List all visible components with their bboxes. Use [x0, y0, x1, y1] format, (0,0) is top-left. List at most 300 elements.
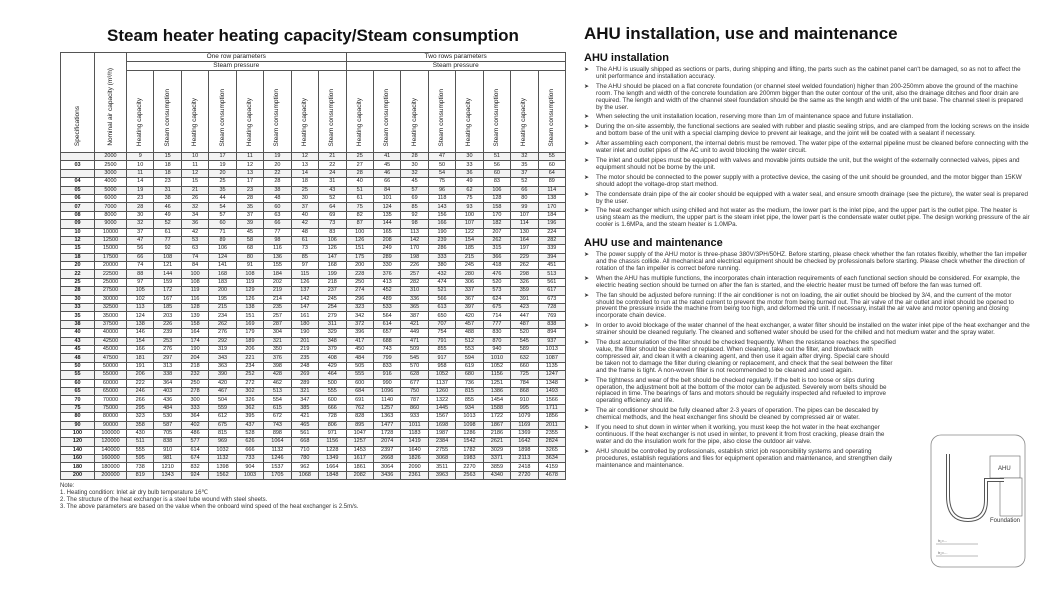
table-cell: 97 — [291, 262, 318, 270]
maintenance-heading: AHU use and maintenance — [584, 237, 723, 250]
table-cell: 114 — [511, 220, 538, 228]
table-cell: 924 — [181, 471, 208, 479]
table-cell: 97 — [127, 278, 154, 286]
table-cell: 297 — [154, 354, 181, 362]
list-item: ➤ During the on-site assembly, the functional sections are sealed with rubber and plastic sealing strips, and are clamped from the locking screws on the inside and bottom base of the unit with a special clamping device to prevent air leakage, and the joint will be coated with a sealant if necessary. — [584, 124, 1030, 138]
table-cell: 185 — [154, 304, 181, 312]
table-cell: 166 — [127, 345, 154, 353]
table-cell: 838 — [538, 320, 565, 328]
table-row — [61, 262, 566, 270]
table-cell: 1856 — [538, 413, 565, 421]
table-cell: 282 — [401, 278, 428, 286]
table-cell: 484 — [346, 354, 373, 362]
table-cell: 398 — [264, 362, 291, 370]
table-cell: 189 — [236, 337, 263, 345]
note-item: 3. The above parameters are based on the value when the onboard wind speed of the heat exchanger is 2.5m/s. — [60, 504, 359, 511]
table-cell: 1363 — [373, 413, 400, 421]
table-cell: 20 — [264, 161, 291, 169]
cell-air-capacity: 75000 — [95, 404, 127, 412]
table-cell: 159 — [154, 278, 181, 286]
table-cell: 124 — [209, 253, 236, 261]
table-cell: 257 — [264, 312, 291, 320]
table-cell: 144 — [373, 220, 400, 228]
table-cell: 195 — [209, 295, 236, 303]
table-cell: 151 — [236, 312, 263, 320]
table-cell: 119 — [236, 278, 263, 286]
table-cell: 235 — [291, 354, 318, 362]
table-cell: 3064 — [373, 463, 400, 471]
table-cell: 2755 — [428, 446, 455, 454]
table-cell: 628 — [401, 371, 428, 379]
table-cell: 2563 — [456, 471, 483, 479]
table-cell: 56 — [483, 161, 510, 169]
table-cell: 44 — [209, 194, 236, 202]
table-cell: 4678 — [538, 471, 565, 479]
table-cell: 69 — [319, 211, 346, 219]
table-cell: 754 — [428, 329, 455, 337]
table-cell: 279 — [319, 312, 346, 320]
table-cell: 366 — [483, 253, 510, 261]
table-cell: 600 — [319, 396, 346, 404]
table-cell: 42 — [291, 220, 318, 228]
table-cell: 1898 — [511, 446, 538, 454]
table-cell: 118 — [428, 194, 455, 202]
table-cell: 917 — [428, 354, 455, 362]
table-cell: 1861 — [346, 463, 373, 471]
table-cell: 234 — [209, 312, 236, 320]
table-cell: 239 — [154, 329, 181, 337]
table-cell: 42 — [181, 228, 208, 236]
table-cell: 577 — [181, 438, 208, 446]
table-cell: 310 — [401, 287, 428, 295]
cell-spec: 20 — [61, 262, 95, 270]
cell-spec: 28 — [61, 287, 95, 295]
table-cell: 14 — [127, 178, 154, 186]
table-cell: 108 — [154, 253, 181, 261]
table-cell: 286 — [428, 245, 455, 253]
table-row — [61, 379, 566, 387]
table-cell: 298 — [511, 270, 538, 278]
table-cell: 68 — [236, 245, 263, 253]
table-cell: 1711 — [538, 404, 565, 412]
table-cell: 513 — [538, 270, 565, 278]
table-cell: 304 — [264, 329, 291, 337]
table-cell: 83 — [319, 228, 346, 236]
header-steam-pressure: Steam pressure — [346, 62, 566, 71]
table-cell: 533 — [373, 304, 400, 312]
table-cell: 1640 — [401, 446, 428, 454]
table-cell: 323 — [127, 413, 154, 421]
table-cell: 743 — [264, 421, 291, 429]
table-cell: 1156 — [319, 438, 346, 446]
table-row — [61, 354, 566, 362]
table-cell: 733 — [236, 455, 263, 463]
cell-air-capacity: 37500 — [95, 320, 127, 328]
table-cell: 1537 — [264, 463, 291, 471]
cell-air-capacity: 120000 — [95, 438, 127, 446]
cell-spec: 08 — [61, 211, 95, 219]
table-cell: 559 — [209, 404, 236, 412]
table-cell: 66 — [127, 253, 154, 261]
table-cell: 63 — [181, 245, 208, 253]
table-cell: 1247 — [538, 371, 565, 379]
table-cell: 278 — [181, 387, 208, 395]
table-cell: 1096 — [373, 387, 400, 395]
table-cell: 1257 — [373, 404, 400, 412]
table-cell: 600 — [346, 379, 373, 387]
cell-spec: 55 — [61, 371, 95, 379]
table-cell: 54 — [209, 203, 236, 211]
list-item: ➤ The air conditioner should be fully cleaned after 2-3 years of operation. The pipes can be descaled by chemical methods, and the heat exchanger fins should be cleaned by compressed air or water. — [584, 408, 896, 422]
table-cell: 777 — [483, 320, 510, 328]
table-cell: 30 — [291, 194, 318, 202]
table-cell: 451 — [538, 262, 565, 270]
table-cell: 4159 — [538, 463, 565, 471]
installation-heading: AHU installation — [584, 52, 669, 64]
table-cell: 530 — [154, 413, 181, 421]
header-heating-capacity: Heating capacity — [401, 71, 428, 153]
table-cell: 196 — [538, 220, 565, 228]
cell-spec: 140 — [61, 446, 95, 454]
cell-spec: 50 — [61, 362, 95, 370]
table-cell: 49 — [154, 211, 181, 219]
table-row — [61, 287, 566, 295]
cell-spec: 12 — [61, 236, 95, 244]
table-cell: 612 — [209, 413, 236, 421]
cell-air-capacity: 10000 — [95, 228, 127, 236]
table-cell: 333 — [428, 253, 455, 261]
table-cell: 250 — [181, 379, 208, 387]
table-cell: 198 — [401, 253, 428, 261]
table-cell: 615 — [264, 404, 291, 412]
table-cell: 1826 — [401, 455, 428, 463]
list-item: ➤ In order to avoid blockage of the water channel of the heat exchanger, a water filter should be installed on the water inlet pipe of the heat exchanger and the strainer should be cleaned regularly. The cleaned and softened water should be used for the chilled and hot medium water and the spray water. — [584, 323, 1030, 337]
table-cell: 1052 — [428, 371, 455, 379]
cell-air-capacity: 30000 — [95, 295, 127, 303]
list-item: ➤ The power supply of the AHU motor is three-phase 380V/3PH/50HZ. Before starting, please check whether the fan rotates flexibly, whether the fan impeller and the chassis collide. All mechanical and electrical equipment should be checked by professionals before starting. Please check whether the direction of rotation of the fan impeller is correct before running. — [584, 252, 1030, 273]
table-cell: 88 — [127, 270, 154, 278]
cell-spec: 03 — [61, 161, 95, 169]
table-cell: 1386 — [483, 387, 510, 395]
cell-spec: 90 — [61, 421, 95, 429]
table-cell: 190 — [291, 329, 318, 337]
table-cell: 408 — [319, 354, 346, 362]
header-heating-capacity: Heating capacity — [456, 71, 483, 153]
table-cell: 626 — [236, 438, 263, 446]
table-cell: 4340 — [483, 471, 510, 479]
table-cell: 365 — [401, 304, 428, 312]
table-cell: 2113 — [511, 455, 538, 463]
table-cell: 1588 — [483, 404, 510, 412]
table-cell: 450 — [346, 345, 373, 353]
table-cell: 806 — [319, 421, 346, 429]
table-cell: 657 — [373, 329, 400, 337]
table-cell: 595 — [127, 455, 154, 463]
table-cell: 1566 — [538, 396, 565, 404]
table-cell: 101 — [373, 194, 400, 202]
table-row — [61, 362, 566, 370]
table-cell: 23 — [154, 178, 181, 186]
table-cell: 363 — [209, 362, 236, 370]
table-cell: 30 — [401, 161, 428, 169]
table-cell: 219 — [291, 345, 318, 353]
list-item: ➤ The AHU is usually shipped as sections or parts, during shipping and lifting, the parts such as the cabinet panel can't be damaged, so as not to affect the unit performance and installation accuracy. — [584, 67, 1030, 81]
table-cell: 1477 — [373, 421, 400, 429]
table-cell: 2082 — [346, 471, 373, 479]
header-heating-capacity: Heating capacity — [511, 71, 538, 153]
table-cell: 395 — [236, 413, 263, 421]
list-item: ➤ The inlet and outlet pipes must be equipped with valves and movable joints outside the unit, but the weight of the externally connected valves, pipes and equipment should not be borne by the unit. — [584, 158, 1030, 172]
table-cell: 166 — [428, 220, 455, 228]
table-cell: 66 — [511, 186, 538, 194]
cell-air-capacity: 17500 — [95, 253, 127, 261]
table-cell: 1664 — [319, 463, 346, 471]
table-cell: 1867 — [483, 421, 510, 429]
cell-spec — [61, 169, 95, 177]
table-cell: 684 — [346, 387, 373, 395]
cell-spec: 180 — [61, 463, 95, 471]
table-cell: 115 — [291, 270, 318, 278]
table-cell: 28 — [401, 153, 428, 161]
cell-spec: 70 — [61, 396, 95, 404]
list-item: ➤ After assembling each component, the internal debris must be removed. The water pipe of the external pipeline must be cleaned before connecting with the water inlet and outlet pipes of the AC unit to avoid blocking the water circuit. — [584, 141, 1030, 155]
table-cell: 33 — [456, 161, 483, 169]
table-cell: 98 — [264, 236, 291, 244]
table-cell: 489 — [373, 295, 400, 303]
table-cell: 1132 — [264, 446, 291, 454]
table-cell: 92 — [154, 245, 181, 253]
table-cell: 155 — [264, 262, 291, 270]
table-cell: 833 — [373, 362, 400, 370]
note-item: 2. The structure of the heat exchanger is a steel tube wound with steel sheets. — [60, 497, 268, 504]
table-cell: 28 — [346, 169, 373, 177]
table-cell: 632 — [511, 354, 538, 362]
table-cell: 660 — [511, 362, 538, 370]
table-cell: 47 — [428, 153, 455, 161]
table-cell: 99 — [511, 203, 538, 211]
table-cell: 1705 — [264, 471, 291, 479]
cell-air-capacity: 100000 — [95, 429, 127, 437]
table-cell: 245 — [319, 295, 346, 303]
table-cell: 154 — [127, 337, 154, 345]
cell-air-capacity: 40000 — [95, 329, 127, 337]
cell-air-capacity: 8000 — [95, 211, 127, 219]
table-cell: 200 — [346, 262, 373, 270]
section-title: AHU installation, use and maintenance — [584, 24, 898, 43]
cell-air-capacity: 90000 — [95, 421, 127, 429]
table-cell: 464 — [319, 371, 346, 379]
table-cell: 113 — [401, 228, 428, 236]
table-cell: 54 — [428, 169, 455, 177]
table-cell: 1011 — [401, 421, 428, 429]
table-cell: 248 — [291, 362, 318, 370]
list-item: ➤ The dust accumulation of the filter should be checked frequently. When the resistance reaches the specified value, the filter should be cleaned or replaced. When cleaning, take out the filter, and blowback with compressed air, and clean it with a cleaning agent, and then use it again after drying. Special care should be taken not to damage the filter during cleaning or replacement, and check that the seal between the filter and the frame is tight. A non-woven filter is not recommended to be cleaned and used again. — [584, 340, 896, 375]
cell-air-capacity: 22500 — [95, 270, 127, 278]
table-cell: 116 — [181, 295, 208, 303]
table-row — [61, 169, 566, 177]
table-cell: 222 — [127, 379, 154, 387]
table-cell: 504 — [209, 396, 236, 404]
table-row — [61, 270, 566, 278]
table-cell: 53 — [181, 236, 208, 244]
table-cell: 276 — [209, 329, 236, 337]
cell-spec: 80 — [61, 413, 95, 421]
cell-spec: 43 — [61, 337, 95, 345]
table-cell: 1369 — [511, 429, 538, 437]
table-cell: 300 — [181, 396, 208, 404]
table-cell: 380 — [428, 262, 455, 270]
cell-spec: 22 — [61, 270, 95, 278]
table-cell: 348 — [319, 337, 346, 345]
table-cell: 19 — [127, 186, 154, 194]
table-cell: 214 — [264, 295, 291, 303]
table-cell: 3634 — [538, 455, 565, 463]
table-cell: 3963 — [428, 471, 455, 479]
table-row — [61, 396, 566, 404]
table-cell: 289 — [291, 379, 318, 387]
table-cell: 367 — [456, 295, 483, 303]
table-cell: 27 — [346, 161, 373, 169]
table-cell: 108 — [236, 270, 263, 278]
table-cell: 80 — [236, 253, 263, 261]
table-row — [61, 413, 566, 421]
table-row — [61, 446, 566, 454]
table-cell: 736 — [456, 379, 483, 387]
table-cell: 855 — [456, 396, 483, 404]
table-cell: 420 — [209, 379, 236, 387]
table-cell: 420 — [456, 312, 483, 320]
table-cell: 564 — [373, 312, 400, 320]
cell-air-capacity: 3000 — [95, 169, 127, 177]
table-cell: 2074 — [373, 438, 400, 446]
table-row — [61, 387, 566, 395]
table-cell: 11 — [181, 161, 208, 169]
table-cell: 2361 — [401, 471, 428, 479]
cell-air-capacity: 4000 — [95, 178, 127, 186]
table-cell: 1251 — [483, 379, 510, 387]
table-cell: 1087 — [538, 354, 565, 362]
cell-air-capacity: 12500 — [95, 236, 127, 244]
table-cell: 22 — [319, 161, 346, 169]
table-cell: 436 — [154, 396, 181, 404]
table-cell: 121 — [154, 262, 181, 270]
table-cell: 93 — [456, 203, 483, 211]
table-cell: 359 — [511, 287, 538, 295]
table-row — [61, 295, 566, 303]
table-cell: 135 — [373, 211, 400, 219]
table-cell: 124 — [373, 203, 400, 211]
cell-air-capacity: 35000 — [95, 312, 127, 320]
table-cell: 791 — [428, 337, 455, 345]
table-cell: 100 — [456, 211, 483, 219]
table-cell: 23 — [236, 186, 263, 194]
table-cell: 815 — [456, 387, 483, 395]
header-heating-capacity: Heating capacity — [236, 71, 263, 153]
cell-spec: 100 — [61, 429, 95, 437]
table-cell: 154 — [456, 236, 483, 244]
table-cell: 190 — [428, 228, 455, 236]
table-cell: 385 — [291, 404, 318, 412]
table-cell: 1722 — [483, 413, 510, 421]
cell-air-capacity: 2000 — [95, 153, 127, 161]
table-cell: 465 — [291, 421, 318, 429]
table-row — [61, 245, 566, 253]
cell-air-capacity: 50000 — [95, 362, 127, 370]
cell-spec: 09 — [61, 220, 95, 228]
water-seal-diagram — [930, 434, 1026, 568]
table-cell: 566 — [428, 295, 455, 303]
table-cell: 73 — [319, 220, 346, 228]
table-cell: 1349 — [319, 455, 346, 463]
cell-spec: 04 — [61, 178, 95, 186]
table-cell: 272 — [236, 379, 263, 387]
table-cell: 40 — [346, 178, 373, 186]
table-row — [61, 320, 566, 328]
table-cell: 688 — [373, 337, 400, 345]
table-cell: 206 — [236, 345, 263, 353]
table-cell: 69 — [401, 194, 428, 202]
table-cell: 1343 — [154, 471, 181, 479]
h2-label: h₂=... — [938, 550, 948, 555]
table-cell: 164 — [511, 236, 538, 244]
table-row — [61, 371, 566, 379]
table-cell: 467 — [209, 387, 236, 395]
header-steam-consumption: Steam consumption — [538, 71, 565, 153]
cell-spec: 15 — [61, 245, 95, 253]
steam-heater-table — [60, 52, 566, 480]
table-cell: 321 — [264, 337, 291, 345]
table-cell: 58 — [236, 236, 263, 244]
table-cell: 868 — [511, 387, 538, 395]
table-cell: 971 — [319, 429, 346, 437]
table-cell: 183 — [209, 278, 236, 286]
table-cell: 206 — [127, 371, 154, 379]
table-cell: 190 — [181, 345, 208, 353]
table-cell: 139 — [181, 312, 208, 320]
table-cell: 208 — [373, 236, 400, 244]
cell-spec: 120 — [61, 438, 95, 446]
table-cell: 940 — [483, 345, 510, 353]
table-cell: 45 — [373, 161, 400, 169]
table-cell: 25 — [291, 186, 318, 194]
table-cell: 666 — [319, 404, 346, 412]
table-cell: 85 — [291, 253, 318, 261]
table-cell: 449 — [401, 329, 428, 337]
table-cell: 28 — [264, 178, 291, 186]
table-cell: 372 — [346, 320, 373, 328]
table-cell: 313 — [154, 362, 181, 370]
table-cell: 1782 — [456, 446, 483, 454]
table-cell: 904 — [236, 463, 263, 471]
table-row — [61, 471, 566, 479]
table-cell: 73 — [291, 245, 318, 253]
header-steam-pressure: Steam pressure — [127, 62, 347, 71]
table-cell: 266 — [127, 396, 154, 404]
table-cell: 18 — [154, 169, 181, 177]
table-cell: 98 — [401, 220, 428, 228]
table-cell: 249 — [373, 245, 400, 253]
table-cell: 520 — [511, 329, 538, 337]
table-cell: 1052 — [483, 362, 510, 370]
table-cell: 106 — [319, 236, 346, 244]
table-cell: 21 — [319, 153, 346, 161]
table-cell: 311 — [319, 320, 346, 328]
table-cell: 12 — [181, 169, 208, 177]
table-cell: 528 — [236, 429, 263, 437]
table-cell: 257 — [401, 270, 428, 278]
table-title: Steam heater heating capacity/Steam consumption — [107, 26, 519, 45]
cell-spec: 160 — [61, 455, 95, 463]
